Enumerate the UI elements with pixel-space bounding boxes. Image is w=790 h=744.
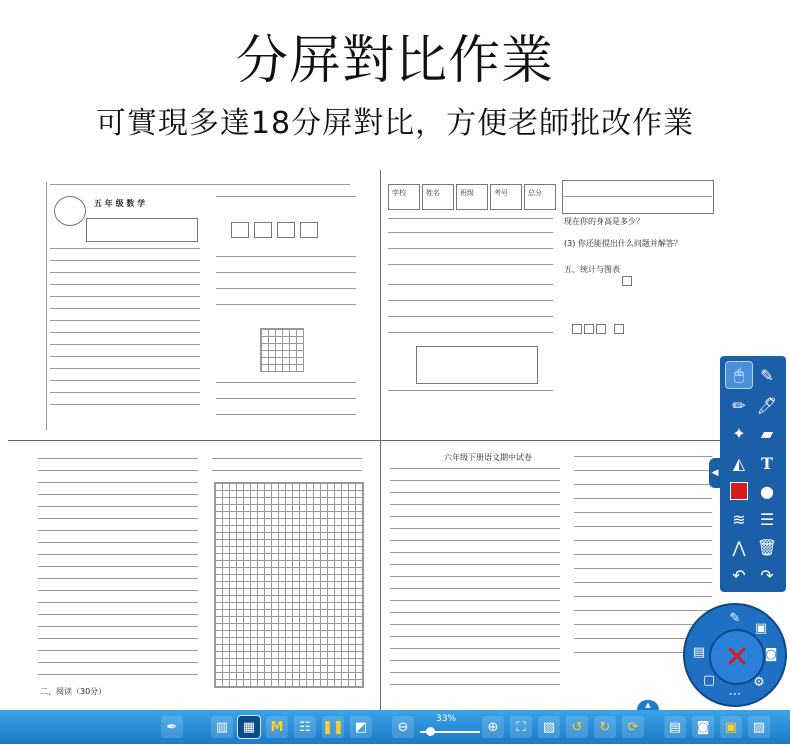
redo-icon[interactable]: ↷	[760, 565, 774, 585]
highlighter-pen-icon[interactable]: ✎	[760, 365, 774, 385]
shape-tool-icon[interactable]: ◭	[732, 453, 746, 473]
eraser-icon[interactable]: ▰	[760, 423, 774, 443]
line-style-icon[interactable]: ≋	[732, 509, 746, 529]
zoom-in-icon[interactable]: ⊕	[482, 716, 504, 738]
undo-icon[interactable]: ↶	[732, 565, 746, 585]
color-palette-icon[interactable]: ●	[760, 481, 774, 501]
more-icon[interactable]: ⋯	[728, 686, 742, 702]
adjust-icon[interactable]: ☷	[294, 716, 316, 738]
circular-quick-menu[interactable]	[683, 603, 787, 707]
camera-capture-icon[interactable]: ◙	[692, 716, 714, 738]
zoom-out-icon[interactable]: ⊖	[392, 716, 414, 738]
bottom-toolbar	[0, 710, 790, 744]
exam-title-bottom-right: 六年级下册语文期中试卷	[444, 453, 532, 462]
rotate-right-icon[interactable]: ↻	[594, 716, 616, 738]
score-table-cell: 班级	[460, 189, 474, 197]
document-panel-top-left[interactable]	[46, 176, 366, 432]
document-panel-bottom-right[interactable]	[386, 448, 716, 706]
rotate-left-icon[interactable]: ↺	[566, 716, 588, 738]
score-table-cell: 考号	[494, 189, 508, 197]
document-panel-bottom-left[interactable]	[34, 448, 374, 706]
tool-palette	[720, 356, 786, 592]
page-subtitle: 可實現多達18分屏對比，方便老師批改作業	[95, 106, 695, 141]
zoom-slider-knob[interactable]	[426, 727, 435, 736]
compass-icon[interactable]: ⋀	[732, 537, 746, 557]
split-screen-area	[8, 170, 786, 710]
picture-icon[interactable]: ▧	[538, 716, 560, 738]
section-heading: 二、阅读（30分）	[40, 687, 107, 696]
page-title: 分屏對比作業	[235, 31, 554, 91]
brush-pen-icon[interactable]: 🖊	[756, 395, 778, 415]
question-item-3: 五、统计与图表	[564, 265, 620, 274]
cursor-tool-icon[interactable]: 🖱	[726, 362, 752, 388]
refresh-icon[interactable]: ⟳	[622, 716, 644, 738]
toolbar-handle[interactable]: ▲	[637, 700, 659, 710]
question-item-1: 现在你的身高是多少？	[564, 217, 644, 226]
settings-icon[interactable]: ⚙	[753, 674, 765, 690]
exam-title: 五 年 级 数 学	[94, 199, 146, 208]
score-table-cell: 学校	[392, 189, 406, 197]
split-4-icon[interactable]: ▦	[238, 716, 260, 738]
crop-icon[interactable]: ◩	[350, 716, 372, 738]
document-panel-top-right[interactable]	[386, 176, 716, 432]
split-1-icon[interactable]: ▥	[211, 716, 233, 738]
score-table-cell: 姓名	[426, 189, 440, 197]
split-divider-horizontal[interactable]	[8, 440, 786, 441]
question-item-2: (3) 你还能提出什么问题并解答？	[564, 239, 682, 248]
color-red-icon[interactable]	[726, 478, 752, 504]
pencil-icon[interactable]: ✏	[732, 395, 746, 415]
palette-collapse-tab[interactable]: ◀	[709, 458, 721, 488]
fit-screen-icon[interactable]: ⛶	[510, 716, 532, 738]
gallery-icon[interactable]: ▨	[748, 716, 770, 738]
close-menu-icon[interactable]: ✕	[709, 629, 765, 685]
frame-icon[interactable]: ▣	[720, 716, 742, 738]
pause-icon[interactable]: ❚❚	[322, 716, 344, 738]
m-mode-icon[interactable]: M	[266, 716, 288, 738]
pen-icon[interactable]: ✎	[729, 610, 741, 626]
folder-icon[interactable]: ▤	[692, 644, 706, 660]
zoom-level: 33%	[436, 714, 457, 724]
document-view-icon[interactable]: ▤	[664, 716, 686, 738]
trash-icon[interactable]: 🗑	[756, 537, 778, 557]
score-table-cell: 总分	[528, 189, 542, 197]
image-icon[interactable]: ▣	[754, 620, 768, 636]
camera-icon[interactable]: ◙	[764, 646, 778, 662]
screen-icon[interactable]: ▢	[702, 672, 716, 688]
pen-tool-icon[interactable]: ✒	[161, 716, 183, 738]
text-tool-icon[interactable]: T	[761, 453, 773, 473]
magic-wand-icon[interactable]: ✦	[732, 423, 746, 443]
line-width-icon[interactable]: ☰	[759, 509, 775, 529]
